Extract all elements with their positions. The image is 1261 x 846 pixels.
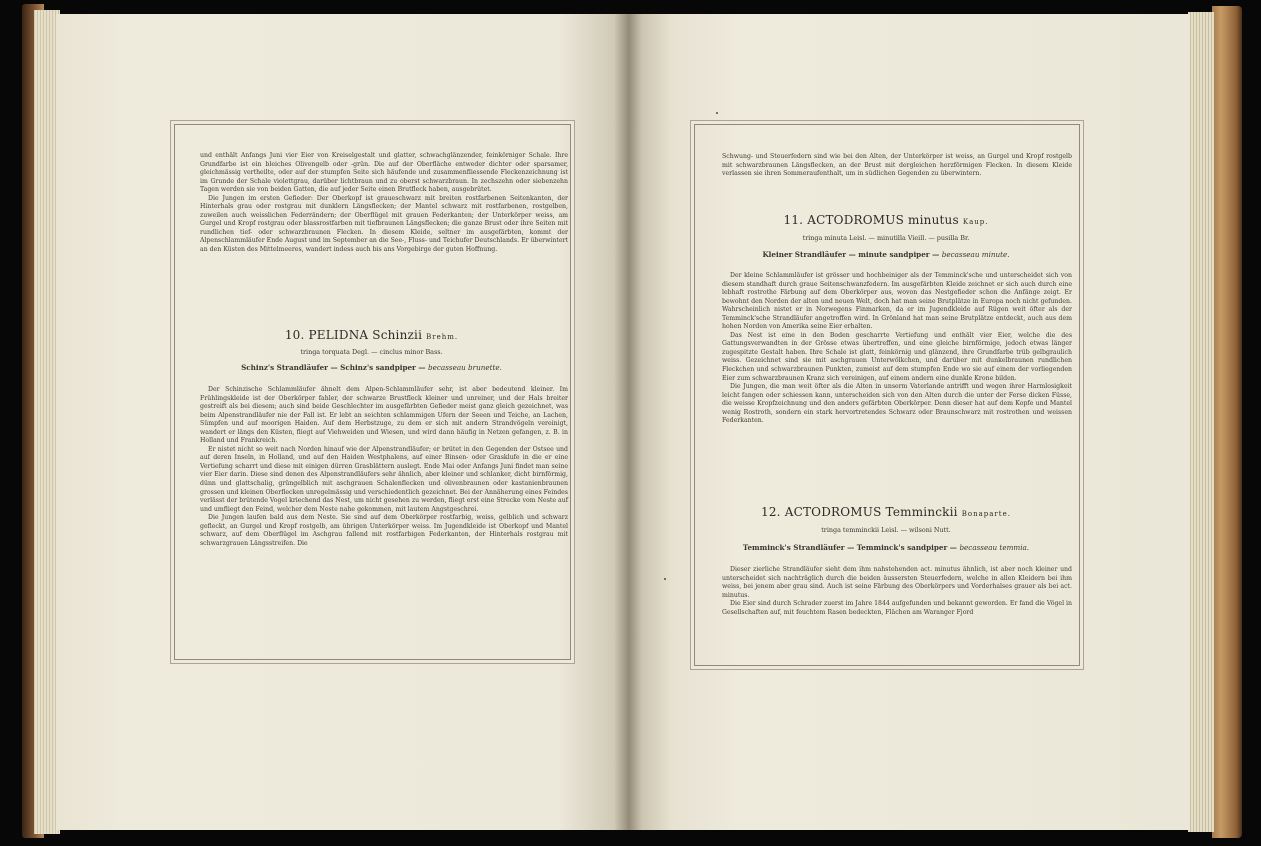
vernacular-english: Schinz's sandpiper [340,363,416,372]
synonyms-12: tringa temminckii Leisl. — wilsoni Nutt. [821,526,951,534]
synonyms-10: tringa torquata Degl. — cinclus minor Bass. [300,348,443,356]
right-paragraph-6: Die Eier sind durch Schrader zuerst im Jahre 1844 aufgefunden und bekannt geworden. Er fand die Vögel in Gesellschaften auf, mit feuchtem Rasen bedeckten, Flächen am Waranger Fjord [722,600,1072,616]
left-text-block-top [200,152,568,255]
vernacular-german: Temminck's Strandläufer [742,543,845,552]
vernacular-french: becasseau brunette. [428,363,502,372]
right-paragraph-5: Dieser zierliche Strandläufer sieht dem ihm nahstehenden act. minutus ähnlich, ist aber noch kleiner und unterscheidet sich nachträglich durch die beiden äussersten Steuerfedern, welche in allen Kleidern bei ihm weiss, bei jenem aber grau sind. Auch ist seine Färbung des Oberkörpers und Vorderhalses grauer als bei act. minutus. [722,566,1072,599]
vernacular-german: Schinz's Strandläufer [241,363,328,372]
vernacular-names-10: Schinz's Strandläufer — Schinz's sandpiper — becasseau brunette. [241,363,502,372]
species-heading-12 [694,505,1078,519]
right-text-block-bottom [722,566,1072,617]
species-epithet: Schinzii [372,328,423,342]
right-paragraph-4: Die Jungen, die man weit öfter als die Alten in unserm Vaterlande antrifft und wegen ihrer Harmlosigkeit leicht fangen oder schiessen kann, unterscheiden sich von den Alten durch die unter der Ferse dicken Füsse, die weisse Kropfzeichnung und den anders gefärbten Oberkörper. Denn dieser hat auf dem Kopfe und Mantel wenig Rostroth, sondern ein stark hervortretendes Schwarz oder Braunschwarz mit rostrothen und weissen Federkanten. [722,383,1072,425]
species-author: Brehm. [426,333,459,341]
species-author: Bonaparte. [961,510,1011,518]
book-cover-right [1212,6,1242,838]
right-paragraph-3: Das Nest ist eine in den Boden gescharrte Vertiefung und enthält vier Eier, welche die des Gattungsverwandten in der Grösse etwas übertreffen, und eine gleiche birnförmige, jedoch etwas länger zugespitzte Gestalt haben. Ihre Schale ist glatt, feinkörnig und glänzend, ihre Grundfarbe trüb gelbgraulich weiss. Gezeichnet sind sie mit aschgrauen Unterwölkchen, und darüber mit dunkelbraunen rundlichen Fleckchen und schwarzbraunen Punkten, zumeist auf dem stumpfen Ende wo sie auf einem der vorliegenden Eier zum schwarzbraunen Kranz sich vereinigen, auf einem andern eine dunkle Krone bilden. [722,331,1072,382]
species-author: Kaup. [962,218,989,226]
species-number: 10. [284,328,305,342]
species-epithet: Temminckii [885,505,958,519]
right-paragraph-1: Schwung- und Steuerfedern sind wie bei den Alten, der Unterkörper ist weiss, an Gurgel und Kropf rostgelb mit schwarzbraunen Längsflecken, an der Brust mit dergleichen herzförmigen Flecken. In diesem Kleide verlassen sie ihren Sommeraufenthalt, um in südlichen Gegenden zu überwintern. [722,153,1072,178]
species-epithet: minutus [908,213,959,227]
left-paragraph-3: Der Schinzische Schlammläufer ähnelt dem Alpen-Schlammläufer sehr, ist aber bedeutend kleiner. Im Frühlingskleide ist der Oberkörper fahler, der schwarze Brustfleck kleiner und unreiner, und der Hals breiter gestreift als bei diesem; auch sind beide Geschlechter im ausgefärbten Gefieder meist ganz gleich gezeichnet, was beim Alpenstrandläufer nie der Fall ist. Er lebt an seichten schlammigen Ufern der Seeen und Teiche, an Lachen, Sümpfen und auf moorigen Haiden. Auf dem Herbstzuge, zu dem er sich mit andern Strandvögeln vereinigt, wandert er längs den Küsten, fliegt auf Viehweiden und Wiesen, und wird dann häufig in Netzen gefangen, z. B. in Holland und Frankreich. [200,386,568,445]
print-speck [664,578,666,580]
species-genus: ACTODROMUS [784,505,882,519]
vernacular-french: becasseau temmia. [959,543,1030,552]
left-paragraph-2: Die Jungen im ersten Gefieder: Der Oberkopf ist graueschwarz mit breiten rostfarbenen Seitenkanten, der Hinterhals grau oder rostgrau mit dunklern Längsflecken; der Mantel schwarz mit rostfarbenen, rostgelben, zuweilen auch weisslichen Federrändern; der Oberflügel mit grauen Federkanten; der Unterkörper weiss, am Gurgel und Kropf rostgrau oder blassrostfarben mit tiefbraunen Längsflecken; die ganze Brust oder ihre Seiten mit rundlichen tief- oder schwarzbraunen Flecken. In diesem Kleide, seltner im ausgefärbten, kommt der Alpenschlammläufer Ende August und im September an die See-, Fluss- und Teichufer Deutschlands. Er überwintert an den Küsten des Mittelmeeres, wandert indess auch bis ans Vorgebirge der guten Hoffnung. [200,194,568,254]
left-paragraph-4: Er nistet nicht so weit nach Norden hinauf wie der Alpenstrandläufer; er brütet in den Gegenden der Ostsee und auf deren Inseln, in Holland, und auf den Haiden Westphalens, auf einer Binsen- oder Grasklufe in die er eine Vertiefung scharrt und diese mit einigen dürren Grasblättern auslegt. Ende Mai oder Anfangs Juni findet man seine vier Eier darin. Diese sind denen des Alpenstrandläufers sehr ähnlich, aber kleiner und schlanker, dicht birnförmig, dünn und glattschalig, grüngelblich mit aschgrauen Schalenflecken und olivenbraunen oder kastanienbraunen grossen und kleinen Oberflecken unregelmässig und verschiedentlich gezeichnet. Bei der Annäherung eines Feindes verlässt der brütende Vogel kriechend das Nest, um nicht gesehen zu werden, fliegt erst eine Strecke vom Neste auf und umfliegt den Feind, welcher dem Neste nahe gekommen, mit lautem Angstgeschrei. [200,445,568,513]
left-paragraph-1: und enthält Anfangs Juni vier Eier von Kreiselgestalt und glatter, schwachglänzender, feinkörniger Schale. Ihre Grundfarbe ist ein bleiches Olivengelb oder -grün. Die auf der Oberfläche entweder dichter oder sparsamer, gleichmässig vertheilte, oder auf der stumpfen Seite sich häufende und zusammenfliessende Fleckenzeichnung ist im Grunde der Schale violettgrau, darüber lichtbraun und zu oberst schwarzbraun. In zechszehn oder siebenzehn Tagen werden sie von beiden Gatten, die auf jeder Seite einen Brutfleck haben, ausgebrütet. [200,152,568,194]
page-edges-right [1188,12,1214,832]
left-text-block-bottom [200,386,568,548]
synonyms-11: tringa minuta Leisl. — minutilla Vieill. — pusilla Br. [802,234,970,242]
vernacular-names-12: Temminck's Strandläufer — Temminck's sandpiper — becasseau temmia. [742,543,1030,552]
species-number: 11. [783,213,804,227]
print-speck [716,112,718,114]
vernacular-english: Temminck's sandpiper [856,543,948,552]
vernacular-german: Kleiner Strandläufer [762,250,847,259]
species-genus: ACTODROMUS [807,213,905,227]
book-gutter [614,14,642,830]
vernacular-names-11: Kleiner Strandläufer — minute sandpiper — becasseau minute. [762,250,1010,259]
right-text-block-top [722,153,1072,179]
species-genus: PELIDNA [308,328,369,342]
right-paragraph-2: Der kleine Schlammläufer ist grösser und hochbeiniger als der Temminck'sche und unterscheidet sich von diesem standhaft durch graue Seitenschwanzfedern. Im ausgefärbten Kleide zeichnet er sich auch durch eine lebhaft rostrothe Färbung auf dem Oberkörper aus, wovon das Nestgefieder schon die Anfänge zeigt. Er bewohnt den Norden der alten und neuen Welt, doch hat man seine Brutplätze in Europa noch nicht gefunden. Wahrscheinlich nistet er in Norwegens Finmarken, da er im Jugendkleide auf Rügen weit öfter als der Temminck'sche Strandläufer angetroffen wird. In Grönland hat man seine Brutplätze entdeckt, auch aus dem hohen Norden von Amerika seine Eier erhalten. [722,272,1072,331]
species-heading-11 [694,213,1078,227]
species-number: 12. [761,505,781,519]
left-paragraph-5: Die Jungen laufen bald aus dem Neste. Sie sind auf dem Oberkörper rostfarbig, weiss, gelblich und schwarz gefleckt, an Gurgel und Kropf rostgelb, am übrigen Unterkörper weiss. Im Jugendkleide ist Oberkopf und Mantel schwarz, auf dem Oberflügel im Aschgrau fallend mit rostfarbigen Federkanten, der Hinterhals rostgrau mit schwarzgrauen Längsstreifen. Die [200,514,568,547]
species-heading-10 [174,328,569,342]
vernacular-english: minute sandpiper [858,250,930,259]
right-text-block-middle [722,272,1072,426]
vernacular-french: becasseau minute. [941,250,1010,259]
